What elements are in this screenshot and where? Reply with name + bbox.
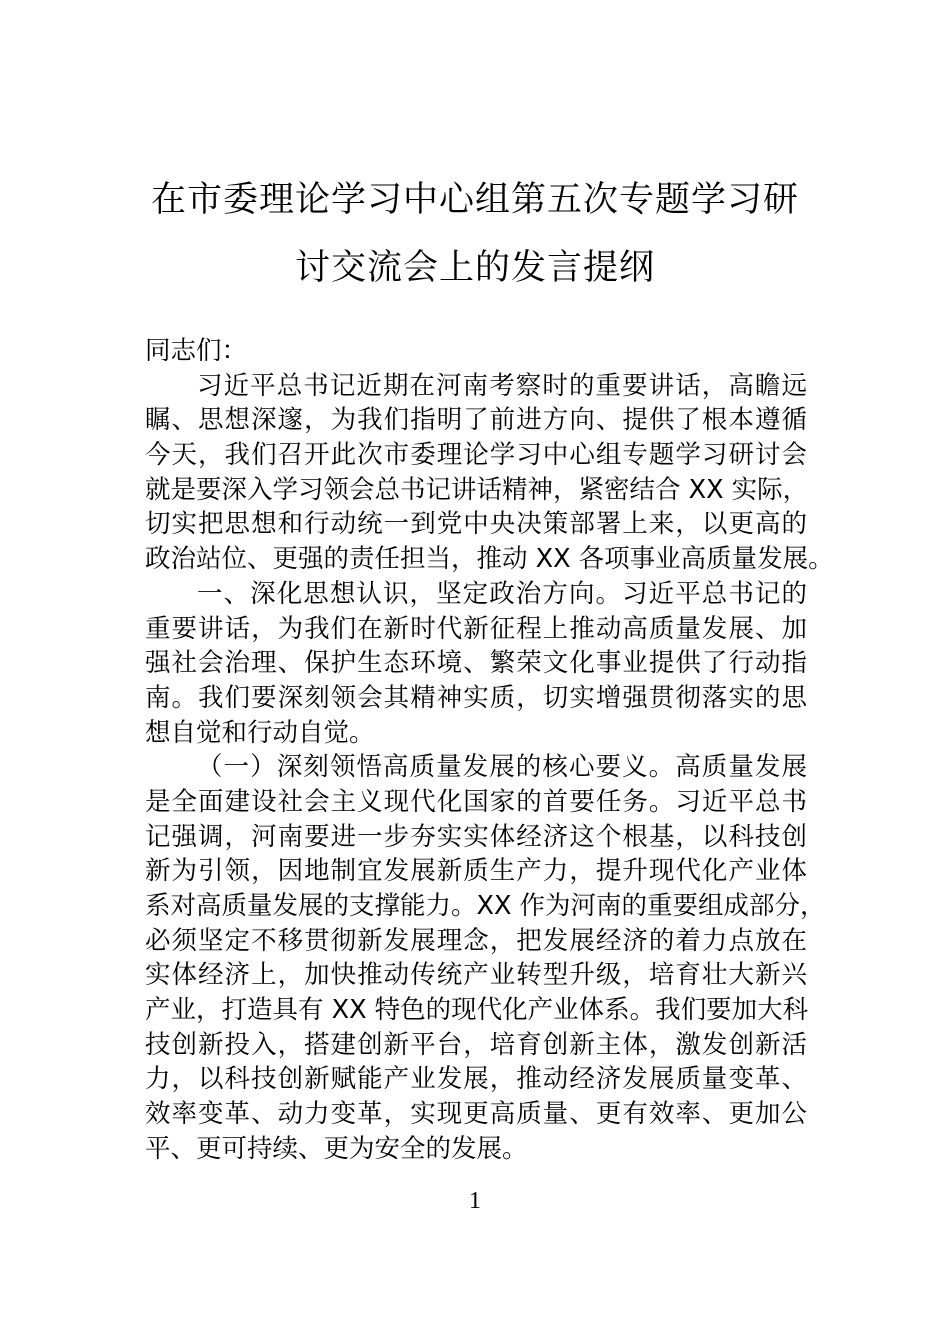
body-text-line: 强社会治理、保护生态环境、繁荣文化事业提供了行动指: [145, 648, 807, 679]
page-number: 1: [469, 1188, 481, 1214]
document-title-line-2: 讨交流会上的发言提纲: [294, 248, 655, 288]
body-text-line: 今天，我们召开此次市委理论学习中心组专题学习研讨会: [145, 440, 807, 471]
body-text-line: 一、深化思想认识，坚定政治方向。习近平总书记的: [197, 578, 807, 609]
body-text-line: 习近平总书记近期在河南考察时的重要讲话，高瞻远: [197, 370, 807, 401]
body-text-line: 技创新投入，搭建创新平台，培育创新主体，激发创新活: [145, 1029, 807, 1060]
body-text-line: 新为引领，因地制宜发展新质生产力，提升现代化产业体: [145, 856, 807, 887]
document-title-line-1: 在市委理论学习中心组第五次专题学习研: [150, 180, 799, 220]
body-text-line: 切实把思想和行动统一到党中央决策部署上来，以更高的: [145, 509, 807, 540]
body-text-line: 效率变革、动力变革，实现更高质量、更有效率、更加公: [145, 1099, 807, 1130]
body-text-line: 力，以科技创新赋能产业发展，推动经济发展质量变革、: [145, 1064, 807, 1095]
document-body: [145, 334, 834, 1167]
body-text-line: 重要讲话，为我们在新时代新征程上推动高质量发展、加: [145, 613, 807, 644]
body-text-line: 平、更可持续、更为安全的发展。: [145, 1133, 528, 1164]
body-text-line: 系对高质量发展的支撑能力。XX 作为河南的重要组成部分，: [145, 891, 826, 921]
body-text-line: 政治站位、更强的责任担当，推动 XX 各项事业高质量发展。: [145, 544, 834, 575]
body-text-line: 产业，打造具有 XX 特色的现代化产业体系。我们要加大科: [145, 995, 809, 1026]
salutation: 同志们：: [145, 336, 248, 366]
body-text-line: 就是要深入学习领会总书记讲话精神，紧密结合 XX 实际，: [145, 474, 809, 505]
body-text-line: 是全面建设社会主义现代化国家的首要任务。习近平总书: [145, 786, 807, 817]
body-text-line: （一）深刻领悟高质量发展的核心要义。高质量发展: [197, 752, 807, 783]
body-text-line: 南。我们要深刻领会其精神实质，切实增强贯彻落实的思: [145, 682, 807, 713]
body-text-line: 记强调，河南要进一步夯实实体经济这个根基，以科技创: [145, 821, 807, 852]
body-text-line: 实体经济上，加快推动传统产业转型升级，培育壮大新兴: [145, 960, 807, 991]
body-text-line: 必须坚定不移贯彻新发展理念，把发展经济的着力点放在: [145, 925, 807, 956]
body-text-line: 想自觉和行动自觉。: [145, 717, 375, 748]
body-text-line: 瞩、思想深邃，为我们指明了前进方向、提供了根本遵循: [145, 405, 807, 436]
